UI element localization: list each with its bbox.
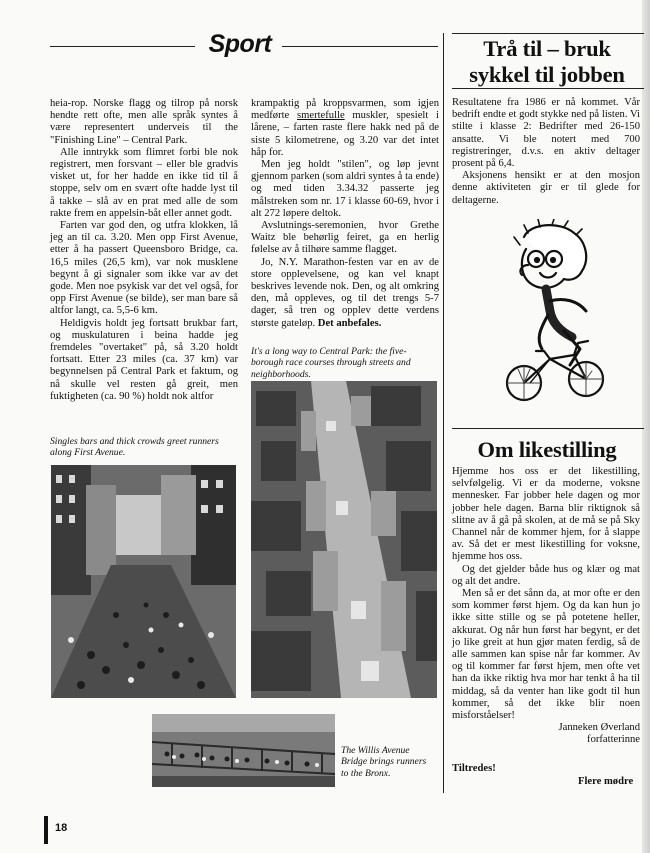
sidebar-title-bike: Trå til – bruk sykkel til jobben (469, 36, 625, 87)
article-column-2 (251, 98, 439, 330)
photo-caption-first-avenue: Singles bars and thick crowds greet runners along First Avenue. (50, 436, 219, 459)
sidebar-title-rule (452, 88, 644, 89)
photo-caption-willis-bridge: The Willis Avenue Bridge brings runners to the Bronx. (341, 745, 427, 779)
article-column-1 (50, 98, 238, 403)
sidebar-bike-text (452, 97, 640, 207)
section-header (50, 30, 438, 61)
photo-aerial-avenue (251, 381, 437, 698)
sidebar-divider (452, 428, 644, 429)
section-title: Sport (208, 30, 272, 58)
header-rule-left (50, 46, 195, 47)
sidebar-title-equality: Om likestilling (477, 437, 617, 462)
page-number: 18 (55, 822, 68, 834)
photo-first-avenue (51, 465, 236, 698)
article-paragraph: Alle inntrykk som flimret forbi ble nok registrert, men forsvant – eller ble gradvis visket ut, for her hadde en ikke tid til å stoppe, selv om en svært ofte hadde lyst til å takke – slå av en prat med alle de som rakte frem en appelsin-båt eller annet godt. (50, 146, 238, 219)
sidebar-paragraph: Resultatene fra 1986 er nå kommet. Vår bedrift endte et godt stykke ned på listen. Vi stilte i klasse 2: Bedrifter med 26-150 ansatte. Vi ble notert med 700 registreringer, d.v.s. en aktiv deltager prosent på 6,4. (452, 97, 640, 170)
article-text: krampaktig på kroppsvarmen, som igjen medførte (251, 98, 439, 122)
tiltredes-label: Tiltredes! (452, 763, 496, 774)
photo-willis-bridge (152, 714, 335, 787)
column-divider (443, 33, 444, 793)
article-closing-bold: Det anbefales. (317, 317, 382, 329)
article-paragraph (251, 257, 439, 330)
footer-bar (44, 816, 48, 844)
photo-caption-central-park: It's a long way to Central Park: the five-borough race courses through streets and neighborhoods. (251, 346, 411, 380)
cyclist-cartoon-illustration (490, 219, 618, 415)
article-text: Jo, N.Y. Marathon-festen var en av de store opplevelsene, og kan vel knapt beskrives levende nok. Den, og alt omkring den, må oppleves, og til det trengs 5-7 dager, så tren og opplev dette verdens største gateløp. (251, 256, 439, 329)
underlined-word: smertefulle (297, 110, 345, 122)
sidebar-paragraph: Aksjonens hensikt er at den mosjon denne aktiviteten gir er til glede for deltagerne. (452, 170, 640, 206)
sidebar-paragraph: Hjemme hos oss er det likestilling, selvfølgelig. Vi er da moderne, voksne mennesker. Far jobber hele dagen og mor jobber hele dagen. Barna blir riktignok så slitne av å gå på skolen, at de må se på Sky Channel når de kommer hjem, for å slappe av. Så det er mest likestilling for voksne, hjemme hos oss. (452, 466, 640, 563)
sidebar-equality-text (452, 466, 640, 747)
article-paragraph: heia-rop. Norske flagg og tilrop på norsk hendte rett ofte, men alle språk syntes å være representert underveis til the "Finishing Line" – Central Park. (50, 98, 238, 146)
signature-name: Janneken Øverland (558, 722, 640, 734)
signature-title: forfatterinne (587, 734, 640, 746)
header-rule-right (282, 46, 438, 47)
flere-modre-label: Flere mødre (578, 776, 634, 787)
article-paragraph: Heldigvis holdt jeg fortsatt brukbar fart, og muskulaturen i beina hadde jeg fremdeles "overtaket" på, så 3.20 holdt fortsatt. Etter 23 miles (ca. 37 km) var begynnelsen på Central Park et faktum, og nå skulle vel resten gå greit, men fuktigheten (ca. 90 %) holdt nok altfor (50, 317, 238, 402)
article-paragraph: Avslutnings-seremonien, hvor Grethe Waitz ble behørlig feiret, ga en herlig følelse av å tilhøre samme flagget. (251, 220, 439, 256)
sidebar-paragraph: Og det gjelder både hus og klær og mat og alt det andre. (452, 563, 640, 587)
article-paragraph: Farten var god den, og utfra klokken, lå jeg an til ca. 3.20. Men opp First Avenue, etter å ha passert Queensboro Bridge, ca. 16,5 miles (26,5 km), var nok musklene begynt å gi signaler som ikke var av det gode. Men noe psykisk var det vel også, for opp First Avenue (se bilde), ser man bare så altfor langt, ca. 5,5-6 km. (50, 220, 238, 317)
article-paragraph (251, 98, 439, 159)
sidebar-paragraph: Men så er det sånn da, at mor ofte er den som kommer først hjem. Og da kan hun jo ikke sitte stille og se på potetene heller, akkurat. Og når hun først har begynt, er det jo like greit at hun gjør maten ferdig, så de alle sammen kan spise når far kommer. Av og til kommer far først hjem, men ofte vet han da ikke riktig hva mor har tenkt å ha til middag, så da venter han like godt til hun kommer, så det ikke blir noen misforståelser! (452, 588, 640, 722)
article-paragraph: Men jeg holdt "stilen", og løp jevnt gjennom parken (som aldri syntes å ta ende) og med tiden 3.34.32 passerte jeg målstreken som nr. 17 i klasse 60-69, hvor i alt 272 løpere deltok. (251, 159, 439, 219)
article-text: muskler, spesielt i lårene, – farten raste flere hakk ned på de siste 5 kilometrene, og 3.20 var det intet håp for. (251, 110, 439, 158)
